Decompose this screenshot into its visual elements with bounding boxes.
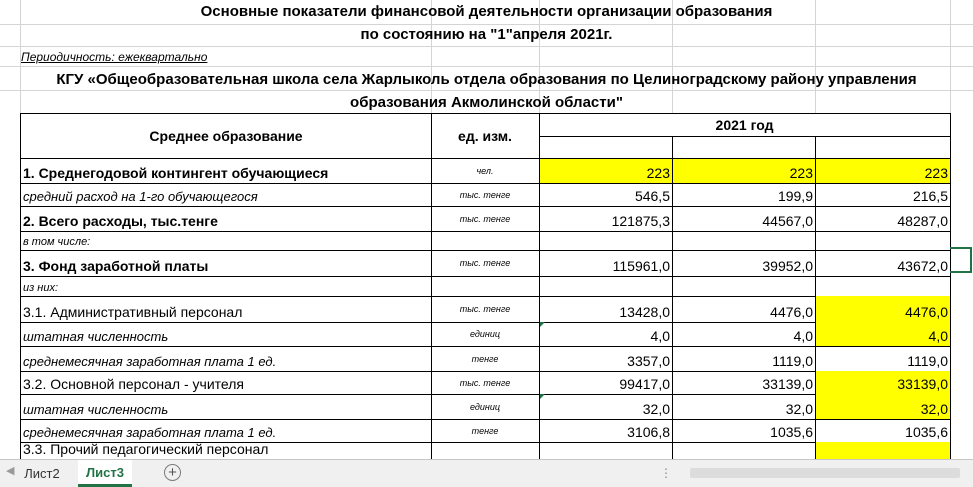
row-value-1[interactable] — [539, 276, 672, 296]
row-value-1[interactable]: 223 — [539, 158, 672, 183]
table-border — [672, 136, 673, 459]
table-border — [20, 113, 951, 114]
error-indicator-icon — [540, 394, 545, 399]
row-value-3[interactable]: 4476,0 — [815, 296, 950, 322]
table-border — [539, 136, 951, 137]
row-label[interactable]: 3. Фонд заработной платы — [23, 258, 209, 274]
sheet-tab-bar — [0, 459, 973, 487]
tab-scroll-left-icon[interactable]: ◀ — [6, 465, 15, 477]
row-value-2[interactable] — [672, 276, 815, 296]
row-value-1[interactable]: 121875,3 — [611, 213, 670, 229]
row-value-1[interactable]: 32,0 — [642, 401, 670, 417]
header-unit-label[interactable]: ед. изм. — [458, 128, 512, 144]
row-value-1[interactable]: 3357,0 — [627, 353, 670, 369]
row-value-2[interactable] — [672, 231, 815, 250]
table-border — [815, 136, 816, 459]
gridline — [0, 90, 973, 91]
row-label[interactable]: среднемесячная заработная плата 1 ед. — [23, 425, 277, 440]
row-value-3[interactable]: 33139,0 — [815, 371, 950, 394]
row-value-2[interactable]: 1035,6 — [770, 424, 813, 440]
row-value-2[interactable]: 223 — [672, 158, 815, 183]
row-value-3[interactable] — [815, 442, 950, 459]
row-unit[interactable]: единиц — [470, 329, 500, 339]
row-value-3[interactable] — [815, 231, 950, 250]
row-value-1[interactable]: 546,5 — [634, 188, 670, 204]
row-value-3[interactable]: 48287,0 — [897, 213, 948, 229]
row-value-3[interactable]: 223 — [815, 158, 950, 183]
row-value-3[interactable] — [815, 276, 950, 296]
row-value-2[interactable]: 39952,0 — [762, 258, 813, 274]
row-value-2[interactable]: 199,9 — [777, 188, 813, 204]
row-label[interactable]: средний расход на 1-го обучающегося — [23, 189, 258, 204]
gridline — [0, 24, 973, 25]
row-value-1[interactable]: 3106,8 — [627, 424, 670, 440]
row-value-2[interactable] — [672, 442, 815, 459]
table-border — [20, 158, 951, 159]
row-value-1[interactable]: 99417,0 — [619, 376, 670, 392]
horizontal-scroll-dots-icon[interactable]: ⋮ — [660, 466, 672, 480]
row-label[interactable]: среднемесячная заработная плата 1 ед. — [23, 354, 277, 369]
gridline — [0, 66, 973, 67]
add-sheet-icon[interactable]: + — [164, 464, 181, 481]
row-value-2[interactable]: 4476,0 — [770, 304, 813, 320]
row-label[interactable]: 2. Всего расходы, тыс.тенге — [23, 213, 218, 229]
row-value-1[interactable] — [539, 442, 672, 459]
table-border — [431, 113, 432, 459]
row-label[interactable]: 3.3. Прочий педагогический персонал — [23, 442, 269, 457]
gridline — [0, 46, 973, 47]
row-unit[interactable]: тыс. тенге — [459, 213, 511, 224]
row-unit[interactable]: тенге — [471, 353, 499, 364]
row-value-1[interactable]: 115961,0 — [612, 258, 670, 274]
row-value-1[interactable]: 4,0 — [650, 328, 670, 344]
row-label[interactable]: из них: — [23, 282, 59, 294]
row-unit[interactable]: тенге — [471, 425, 499, 436]
row-value-2[interactable]: 33139,0 — [762, 376, 813, 392]
row-unit[interactable]: тыс. тенге — [459, 377, 511, 388]
row-value-1[interactable]: 13428,0 — [619, 304, 670, 320]
report-title-line1: Основные показатели финансовой деятельности организации образования — [200, 3, 773, 20]
row-value-2[interactable]: 4,0 — [793, 328, 813, 344]
row-value-3[interactable]: 32,0 — [815, 394, 950, 419]
row-label[interactable]: штатная численность — [23, 329, 169, 344]
row-unit[interactable] — [431, 442, 539, 459]
organization-line1: КГУ «Общеобразовательная школа села Жарлыколь отдела образования по Целиноградскому району управления — [56, 71, 917, 88]
row-value-3[interactable]: 1035,6 — [905, 424, 948, 440]
row-unit[interactable]: тыс. тенге — [459, 189, 511, 200]
row-value-2[interactable]: 44567,0 — [762, 213, 813, 229]
organization-line2: образования Акмолинской области" — [350, 94, 623, 111]
row-value-3[interactable]: 216,5 — [912, 188, 948, 204]
tab-sheet2[interactable]: Лист2 — [24, 466, 60, 481]
row-label[interactable]: 3.2. Основной персонал - учителя — [23, 376, 244, 392]
row-unit[interactable]: тыс. тенге — [459, 258, 511, 268]
row-unit[interactable] — [431, 276, 539, 296]
row-unit[interactable] — [431, 231, 539, 250]
table-border — [950, 113, 951, 459]
table-border — [539, 113, 540, 459]
row-value-2[interactable]: 32,0 — [785, 401, 813, 417]
row-value-3[interactable]: 43672,0 — [897, 258, 948, 274]
row-unit[interactable]: единиц — [470, 401, 500, 412]
error-indicator-icon — [540, 322, 545, 327]
header-education-label[interactable]: Среднее образование — [149, 128, 303, 144]
row-label[interactable]: 3.1. Административный персонал — [23, 304, 243, 320]
tab-sheet3[interactable]: Лист3 — [78, 460, 132, 487]
row-value-2[interactable]: 1119,0 — [772, 353, 813, 369]
row-unit[interactable]: тыс. тенге — [459, 304, 511, 314]
row-unit[interactable]: чел. — [476, 165, 494, 176]
row-value-1[interactable] — [539, 231, 672, 250]
periodicity-label: Периодичность: ежеквартально — [21, 50, 208, 64]
row-value-3[interactable]: 4,0 — [815, 322, 950, 346]
row-label[interactable]: 1. Среднегодовой контингент обучающиеся — [23, 165, 329, 181]
row-label[interactable]: в том числе: — [23, 236, 91, 248]
horizontal-scrollbar[interactable] — [690, 468, 960, 478]
report-title-line2: по состоянию на "1"апреля 2021г. — [360, 26, 613, 43]
cell-selection — [950, 247, 972, 273]
table-border — [20, 113, 21, 459]
row-label[interactable]: штатная численность — [23, 402, 169, 417]
row-value-3[interactable]: 1119,0 — [907, 353, 948, 369]
header-year-label[interactable]: 2021 год — [715, 117, 774, 133]
